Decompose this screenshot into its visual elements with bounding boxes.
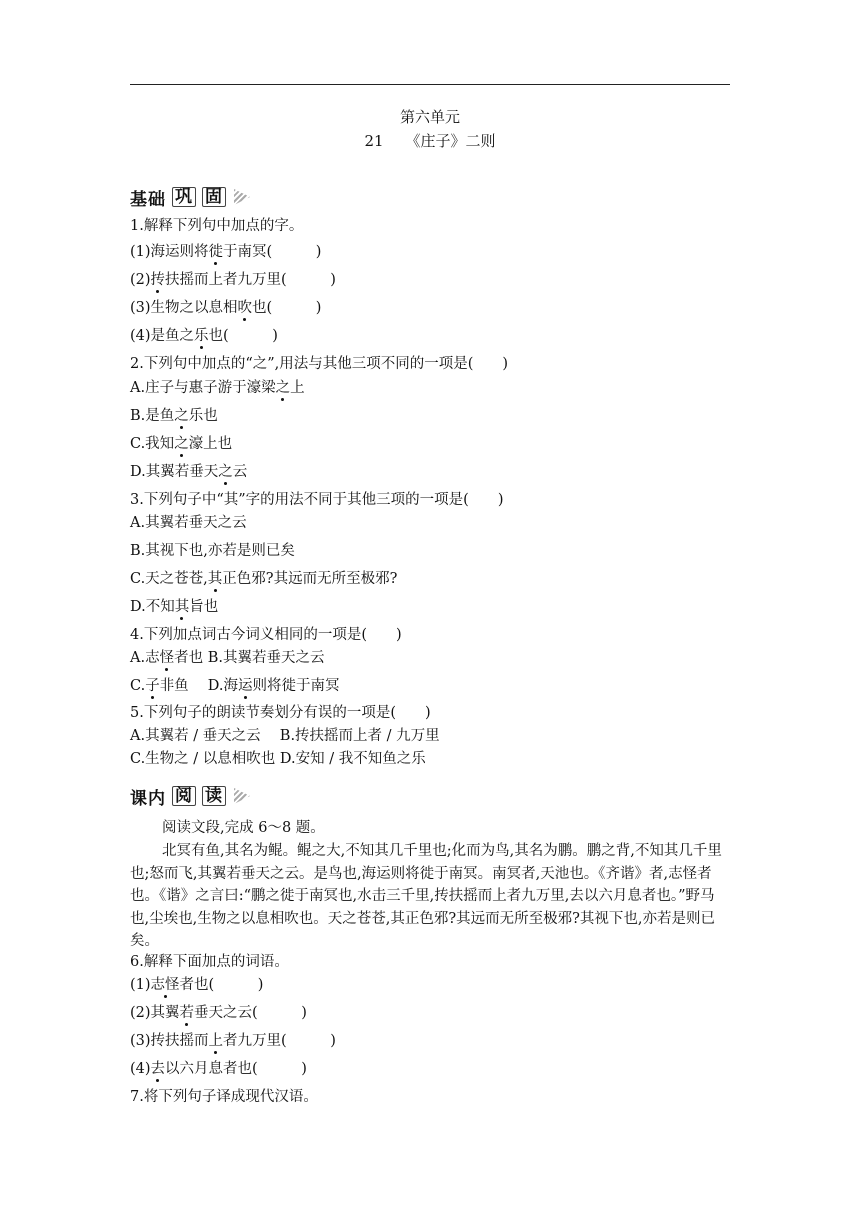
text-segment: 垂天之云( )	[194, 1005, 307, 1021]
text-segment: 也( )	[208, 328, 278, 344]
dotted-char: 若	[179, 1005, 195, 1021]
text-segment: (4)是鱼之	[130, 328, 195, 344]
text-segment: (2)其翼	[130, 1005, 180, 1021]
dotted-char: 子	[145, 678, 160, 694]
text-segment: D.其翼若垂天	[130, 464, 219, 480]
section-banner-reading	[130, 785, 250, 807]
question-6-item-3	[130, 1031, 336, 1051]
section-banner-basics	[130, 186, 250, 208]
text-segment: 正色邪?其远而无所至极邪?	[222, 571, 398, 587]
text-segment: (3)抟扶摇而	[130, 1033, 209, 1049]
dotted-char: 去	[150, 1061, 166, 1077]
dotted-char: 徙	[208, 244, 224, 260]
question-3-option-a: A.其翼若垂天之云	[130, 515, 247, 531]
dotted-char: 之	[218, 464, 233, 480]
text-segment: C.天之苍苍,	[130, 571, 208, 587]
section-title-b: 阅	[172, 786, 196, 806]
lesson-number: 21	[364, 132, 384, 150]
text-segment: (1)海运则将	[130, 244, 209, 260]
text-segment: A.庄子与惠子游于濠梁	[130, 380, 276, 396]
question-6-item-1	[130, 975, 263, 995]
dotted-char: 之	[174, 408, 189, 424]
text-segment: (4)	[130, 1061, 151, 1077]
section-title-b: 巩	[172, 187, 196, 207]
question-1-item-4	[130, 326, 278, 346]
text-segment: 也( )	[252, 300, 322, 316]
text-segment: (2)	[130, 272, 151, 288]
question-1-item-1	[130, 242, 321, 262]
dotted-char: 抟	[150, 272, 166, 288]
question-1-stem: 1.解释下列句中加点的字。	[130, 218, 304, 234]
text-segment: 扶摇而上者九万里( )	[165, 272, 336, 288]
question-5-options-ab: A.其翼若 / 垂天之云 B.抟扶摇而上者 / 九万里	[130, 728, 440, 744]
text-segment: D.不知	[130, 599, 175, 615]
dotted-char: 之	[275, 380, 291, 396]
question-6-stem: 6.解释下面加点的词语。	[130, 954, 289, 970]
dotted-char: 乐	[194, 328, 209, 344]
question-2-option-c	[130, 434, 232, 454]
arrow-decoration-icon	[234, 788, 250, 804]
text-segment: 者九万里( )	[223, 1033, 336, 1049]
question-7-stem: 7.将下列句子译成现代汉语。	[130, 1089, 318, 1105]
question-3-option-d	[130, 597, 218, 617]
text-segment: A.志	[130, 650, 160, 666]
reading-instruction: 阅读文段,完成 6～8 题。	[162, 820, 325, 836]
question-3-option-b: B.其视下也,亦若是则已矣	[130, 543, 295, 559]
dotted-char: 其	[174, 599, 190, 615]
question-6-item-2	[130, 1003, 307, 1023]
question-6-item-4	[130, 1059, 307, 1079]
section-title-a: 基础	[130, 189, 166, 210]
section-title-c: 固	[202, 187, 226, 207]
dotted-char: 吹	[237, 300, 253, 316]
lesson-name: 《庄子》二则	[405, 132, 496, 150]
dotted-char: 之	[174, 436, 189, 452]
question-4-options-cd	[130, 676, 340, 696]
question-2-option-d	[130, 462, 247, 482]
question-5-options-cd: C.生物之 / 以息相吹也 D.安知 / 我不知鱼之乐	[130, 751, 426, 767]
lesson-title	[0, 130, 860, 151]
text-segment: 则将徙于南冥	[252, 678, 340, 694]
text-segment: 者也 B.其翼若垂天之云	[174, 650, 325, 666]
header-rule	[130, 84, 730, 85]
text-segment: 者也( )	[179, 977, 264, 993]
question-2-option-a	[130, 378, 305, 398]
question-2-stem: 2.下列句中加点的“之”,用法与其他三项不同的一项是( )	[130, 356, 509, 372]
question-2-option-b	[130, 406, 218, 426]
text-segment: 濠上也	[188, 436, 233, 452]
dotted-char: 上	[208, 1033, 224, 1049]
text-segment: 上	[290, 380, 305, 396]
dotted-char: 志怪	[150, 977, 180, 993]
text-segment: (1)	[130, 977, 151, 993]
dotted-char: 运	[238, 678, 253, 694]
text-segment: C.我知	[130, 436, 175, 452]
question-1-item-2	[130, 270, 336, 290]
text-segment: 非鱼 D.海	[159, 678, 239, 694]
arrow-decoration-icon	[234, 189, 250, 205]
text-segment: (3)生物之以息相	[130, 300, 238, 316]
dotted-char: 其	[207, 571, 223, 587]
text-segment: 以六月息者也( )	[165, 1061, 307, 1077]
question-4-stem: 4.下列加点词古今词义相同的一项是( )	[130, 627, 402, 643]
text-segment: C.	[130, 678, 146, 694]
question-3-option-c	[130, 569, 397, 589]
dotted-char: 怪	[159, 650, 175, 666]
section-title-c: 读	[202, 786, 226, 806]
question-4-options-ab	[130, 648, 324, 668]
text-segment: 旨也	[189, 599, 219, 615]
text-segment: 乐也	[188, 408, 218, 424]
question-1-item-3	[130, 298, 321, 318]
text-segment: B.是鱼	[130, 408, 175, 424]
text-segment: 云	[232, 464, 248, 480]
unit-title: 第六单元	[399, 108, 460, 126]
section-title-a: 课内	[130, 788, 166, 809]
question-3-stem: 3.下列句子中“其”字的用法不同于其他三项的一项是( )	[130, 492, 504, 508]
reading-passage: 北冥有鱼,其名为鲲。鲲之大,不知其几千里也;化而为鸟,其名为鹏。鹏之背,不知其几千里也;怒而飞,其翼若垂天之云。是鸟也,海运则将徙于南冥。南冥者,天池也。《齐谐》者,志怪者也。《谐》之言曰:“鹏之徙于南冥也,水击三千里,抟扶摇而上者九万里,去以六月息者也。”野马也,尘埃也,生物之以息相吹也。天之苍苍,其正色邪?其远而无所至极邪?其视下也,亦若是则已矣。	[130, 843, 722, 949]
question-5-stem: 5.下列句子的朗读节奏划分有误的一项是( )	[130, 705, 431, 721]
text-segment: 于南冥( )	[223, 244, 322, 260]
